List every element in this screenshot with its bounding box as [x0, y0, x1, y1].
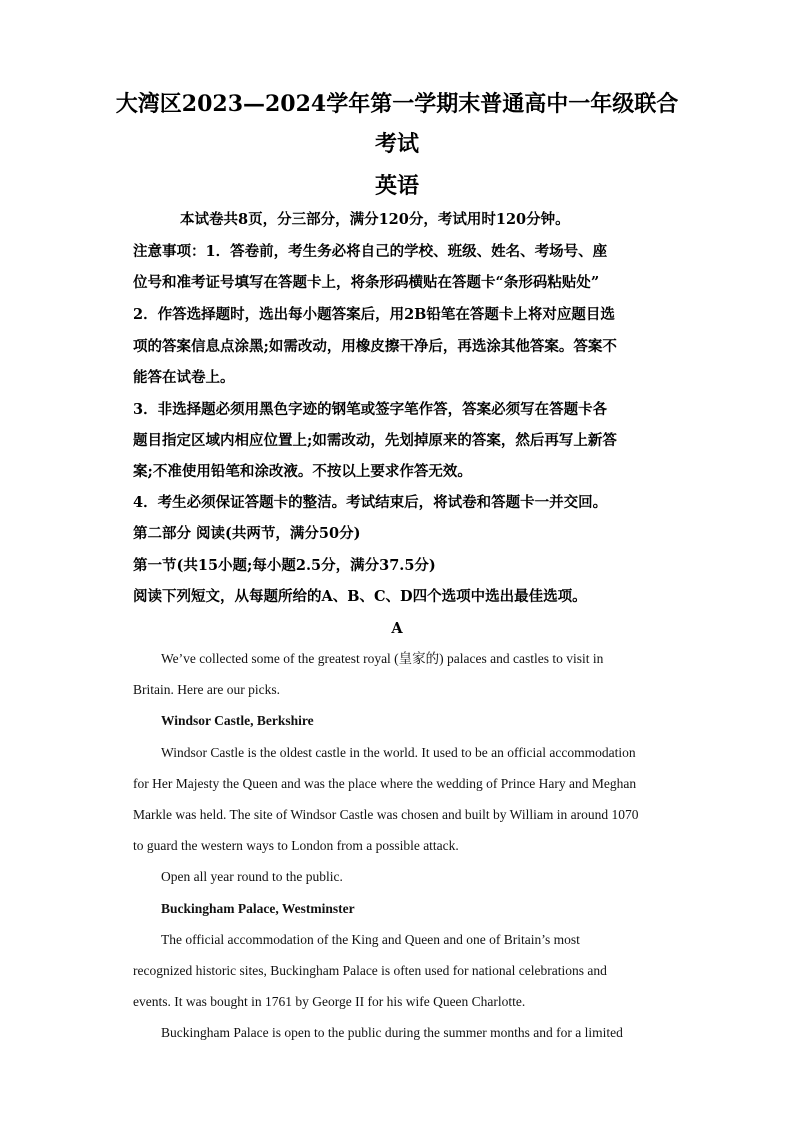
- notice-3-line1: 3．非选择题必须用黑色字迹的钢笔或签字笔作答，答案必须写在答题卡各: [133, 401, 608, 418]
- passage-label: A: [391, 620, 403, 637]
- heading-windsor: Windsor Castle, Berkshire: [161, 713, 314, 728]
- passage-p2-line2: for Her Majesty the Queen and was the place where the wedding of Prince Hary and Meghan: [133, 776, 637, 791]
- passage-p4-line3: events. It was bought in 1761 by George II for his wife Queen Charlotte.: [133, 994, 526, 1009]
- notice-2-line3: 能答在试卷上。: [133, 369, 235, 386]
- exam-title-line2: 考试: [374, 131, 419, 157]
- section-part-heading: 第二部分 阅读(共两节，满分50分): [133, 525, 361, 542]
- section-sub-heading: 第一节(共15小题;每小题2.5分，满分37.5分): [133, 557, 436, 574]
- passage-p1-line1: We’ve collected some of the greatest royal (皇家的) palaces and castles to visit in: [161, 651, 604, 666]
- passage-p1-line2: Britain. Here are our picks.: [133, 682, 280, 697]
- passage-p3: Open all year round to the public.: [161, 869, 343, 884]
- notice-3-line3: 案;不准使用铅笔和涂改液。不按以上要求作答无效。: [133, 463, 472, 480]
- notice-2-line2: 项的答案信息点涂黑;如需改动，用橡皮擦干净后，再选涂其他答案。答案不: [133, 338, 617, 355]
- section-instruction: 阅读下列短文，从每题所给的A、B、C、D四个选项中选出最佳选项。: [133, 588, 587, 605]
- passage-p4-line2: recognized historic sites, Buckingham Palace is often used for national celebrations and: [133, 963, 607, 978]
- notice-1-line1: 注意事项：1．答卷前，考生务必将自己的学校、班级、姓名、考场号、座: [133, 243, 608, 260]
- passage-p4-line1: The official accommodation of the King and Queen and one of Britain’s most: [161, 932, 580, 947]
- passage-p5-line1: Buckingham Palace is open to the public during the summer months and for a limited: [161, 1025, 623, 1040]
- exam-summary: 本试卷共8页，分三部分，满分120分，考试用时120分钟。: [180, 211, 570, 228]
- notice-1-line2: 位号和准考证号填写在答题卡上，将条形码横贴在答题卡“条形码粘贴处”: [133, 274, 600, 291]
- passage-p2-line1: Windsor Castle is the oldest castle in the world. It used to be an official accommodation: [161, 745, 636, 760]
- passage-p2-line4: to guard the western ways to London from a possible attack.: [133, 838, 459, 853]
- exam-title-line1: 大湾区2023—2024学年第一学期末普通高中一年级联合: [115, 91, 679, 117]
- notice-4: 4．考生必须保证答题卡的整洁。考试结束后，将试卷和答题卡一并交回。: [133, 494, 608, 511]
- notice-3-line2: 题目指定区域内相应位置上;如需改动，先划掉原来的答案，然后再写上新答: [133, 432, 617, 449]
- notice-2-line1: 2．作答选择题时，选出每小题答案后，用2B铅笔在答题卡上将对应题目选: [133, 306, 615, 323]
- passage-p2-line3: Markle was held. The site of Windsor Castle was chosen and built by William in around 1070: [133, 807, 639, 822]
- heading-buckingham: Buckingham Palace, Westminster: [161, 901, 355, 916]
- subject-title: 英语: [374, 173, 419, 199]
